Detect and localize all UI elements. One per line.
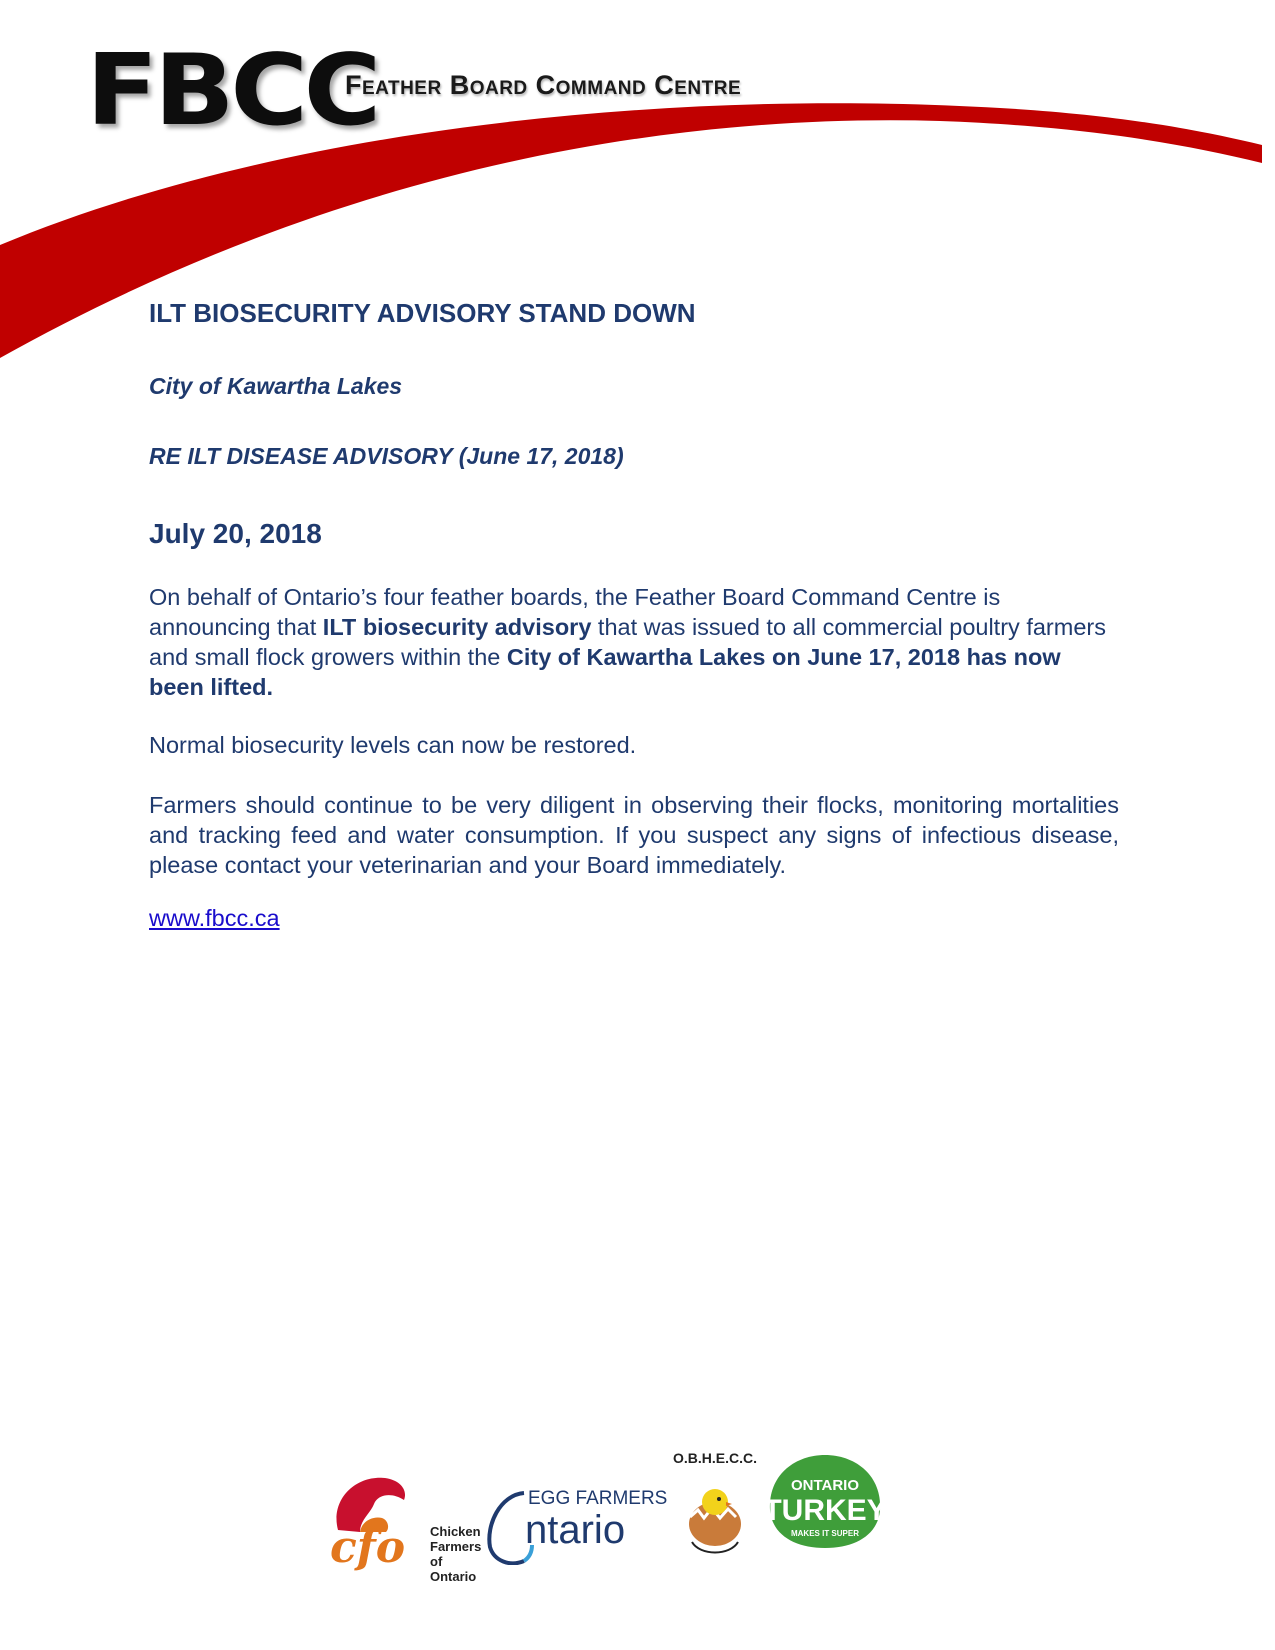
obhecc-logo xyxy=(670,1450,760,1570)
website-link[interactable]: www.fbcc.ca xyxy=(149,905,280,931)
announcement-paragraph xyxy=(149,582,1119,702)
ontario-turkey-logo xyxy=(760,1450,890,1555)
turkey-line-1: ONTARIO xyxy=(790,1477,860,1494)
hatching-chick-icon xyxy=(670,1472,760,1562)
fbcc-tagline: Feather Board Command Centre xyxy=(345,70,742,100)
announcement-text-2: that was issued to all commercial poultry farmers and small flock growers within the xyxy=(149,614,1106,670)
obhecc-wordmark: O.B.H.E.C.C. xyxy=(672,1450,757,1466)
restore-paragraph: Normal biosecurity levels can now be restored. xyxy=(149,732,637,758)
announcement-bold-1: ILT biosecurity advisory xyxy=(322,614,592,640)
turkey-badge-icon xyxy=(760,1450,890,1555)
turkey-line-2: TURKEY xyxy=(763,1494,887,1527)
cfo-wordmark: cfo xyxy=(330,1522,406,1573)
advisory-date: July 20, 2018 xyxy=(149,518,322,549)
announcement-bold-2: City of Kawartha Lakes on June 17, 2018 has now been lifted. xyxy=(149,644,1061,700)
advisory-location: City of Kawartha Lakes xyxy=(149,373,403,399)
advisory-title: ILT BIOSECURITY ADVISORY STAND DOWN xyxy=(149,298,696,328)
fbcc-logo: FBCC xyxy=(86,34,378,148)
egg-farmers-title: EGG FARMERS xyxy=(528,1488,668,1509)
advisory-reference: RE ILT DISEASE ADVISORY (June 17, 2018) xyxy=(149,443,624,469)
cfo-line-2: Farmers xyxy=(430,1539,482,1554)
diligence-paragraph: Farmers should continue to be very diligent in observing their flocks, monitoring mortalities and tracking feed and water consumption. If you suspect any signs of infectious disease, please contact your veterinarian and your Board immediately. xyxy=(149,792,1119,878)
partner-logos xyxy=(320,1450,920,1584)
cfo-line-3: of Ontario xyxy=(430,1554,477,1584)
egg-farmers-logo xyxy=(480,1480,670,1570)
cfo-name xyxy=(430,1524,481,1584)
turkey-line-3: MAKES IT SUPER xyxy=(790,1529,860,1538)
chicken-farmers-logo xyxy=(330,1470,482,1584)
egg-farmers-ontario: ntario xyxy=(525,1508,626,1552)
cfo-line-1: Chicken xyxy=(430,1524,481,1539)
announcement-text-1: On behalf of Ontario’s four feather boards, the Feather Board Command Centre is announcing that xyxy=(149,584,1001,640)
